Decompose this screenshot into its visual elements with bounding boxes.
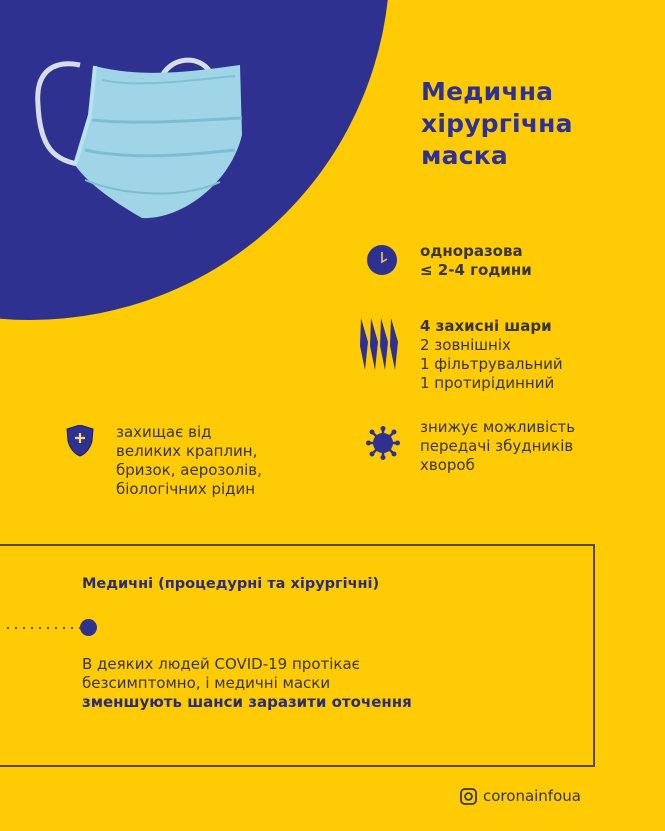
- layers-heading: 4 захисні шари: [420, 317, 552, 335]
- info-body-line-1: В деяких людей COVID-19 протікає: [82, 655, 360, 673]
- protection-line-3: бризок, аерозолів,: [116, 461, 262, 479]
- instagram-handle[interactable]: coronainfoua: [483, 787, 581, 805]
- transmission-line-2: передачі збудників: [420, 437, 574, 455]
- virus-icon: [366, 426, 400, 460]
- info-body-bold: зменшують шанси заразити оточення: [82, 693, 412, 711]
- layers-line-1: 2 зовнішніх: [420, 336, 511, 354]
- dotted-connector: [4, 627, 80, 629]
- instagram-icon: [460, 788, 477, 805]
- bullet-marker: [80, 619, 97, 636]
- protection-line-1: захищає від: [116, 423, 212, 441]
- usage-line-1: одноразова: [420, 242, 523, 260]
- info-body-line-2: безсимптомно, і медичні маски: [82, 674, 331, 692]
- layers-line-3: 1 протирідинний: [420, 374, 555, 392]
- info-box-body: [82, 655, 412, 712]
- title-line-3: маска: [421, 141, 508, 170]
- title-line-1: Медична: [421, 77, 554, 106]
- layers-line-2: 1 фільтрувальний: [420, 355, 563, 373]
- title-line-2: хірургічна: [421, 109, 573, 138]
- transmission-line-3: хвороб: [420, 456, 475, 474]
- layers-icon: [359, 316, 401, 372]
- protection-line-2: великих краплин,: [116, 442, 258, 460]
- info-box-title: Медичні (процедурні та хірургічні): [82, 576, 380, 592]
- transmission-line-1: знижує можливість: [420, 418, 576, 436]
- shield-plus-icon: [65, 425, 95, 457]
- usage-line-2: ≤ 2-4 години: [420, 261, 532, 279]
- instagram-link[interactable]: [460, 787, 581, 805]
- page-title: [421, 76, 573, 172]
- protection-line-4: біологічних рідин: [116, 480, 256, 498]
- clock-icon: [366, 244, 398, 276]
- surgical-mask-image: [30, 50, 245, 235]
